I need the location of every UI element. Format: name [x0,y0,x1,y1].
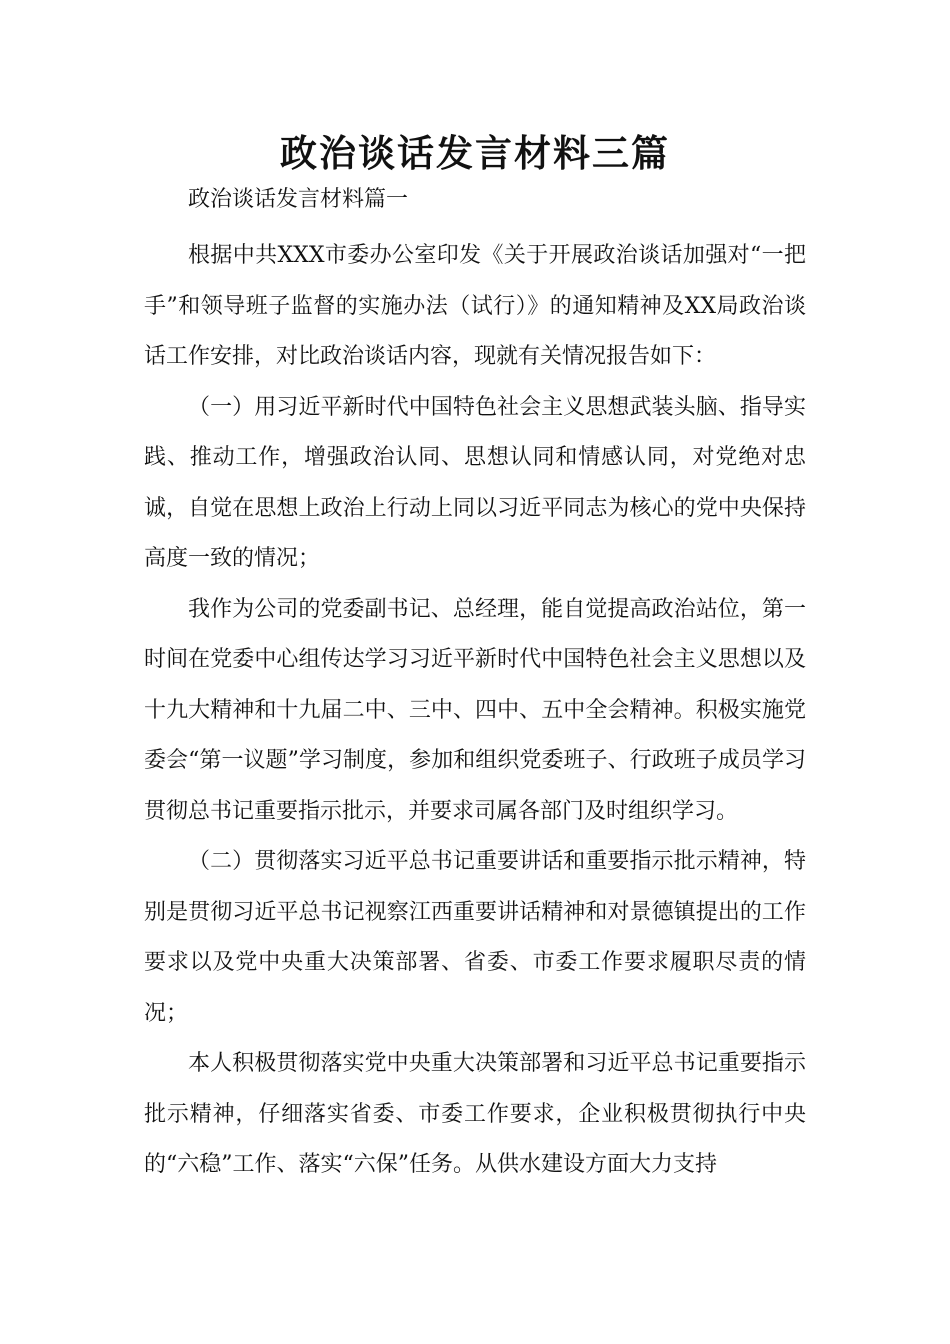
paragraph-item-two-response: 本人积极贯彻落实党中央重大决策部署和习近平总书记重要指示批示精神，仔细落实省委、市委工作要求，企业积极贯彻执行中央的“六稳”工作、落实“六保”任务。从供水建设方面大力支持 [144,1051,806,1177]
paragraph-item-one-response: 我作为公司的党委副书记、总经理，能自觉提高政治站位，第一时间在党委中心组传达学习习近平新时代中国特色社会主义思想以及十九大精神和十九届二中、三中、四中、五中全会精神。积极实施党委会“第一议题”学习制度，参加和组织党委班子、行政班子成员学习贯彻总书记重要指示批示，并要求司属各部门及时组织学习。 [144,596,806,824]
paragraph-item-one: （一）用习近平新时代中国特色社会主义思想武装头脑、指导实践、推动工作，增强政治认同、思想认同和情感认同，对党绝对忠诚，自觉在思想上政治上行动上同以习近平同志为核心的党中央保持高度一致的情况； [144,394,806,571]
document-title: 政治谈话发言材料三篇 [280,132,670,175]
paragraph-item-two: （二）贯彻落实习近平总书记重要讲话和重要指示批示精神，特别是贯彻习近平总书记视察江西重要讲话精神和对景德镇提出的工作要求以及党中央重大决策部署、省委、市委工作要求履职尽责的情况； [144,849,806,1026]
paragraph-intro: 根据中共XXX市委办公室印发《关于开展政治谈话加强对“一把手”和领导班子监督的实施办法（试行）》的通知精神及XX局政治谈话工作安排，对比政治谈话内容，现就有关情况报告如下： [144,243,806,369]
section-heading: 政治谈话发言材料篇一 [188,187,409,212]
document-body [144,181,806,1191]
